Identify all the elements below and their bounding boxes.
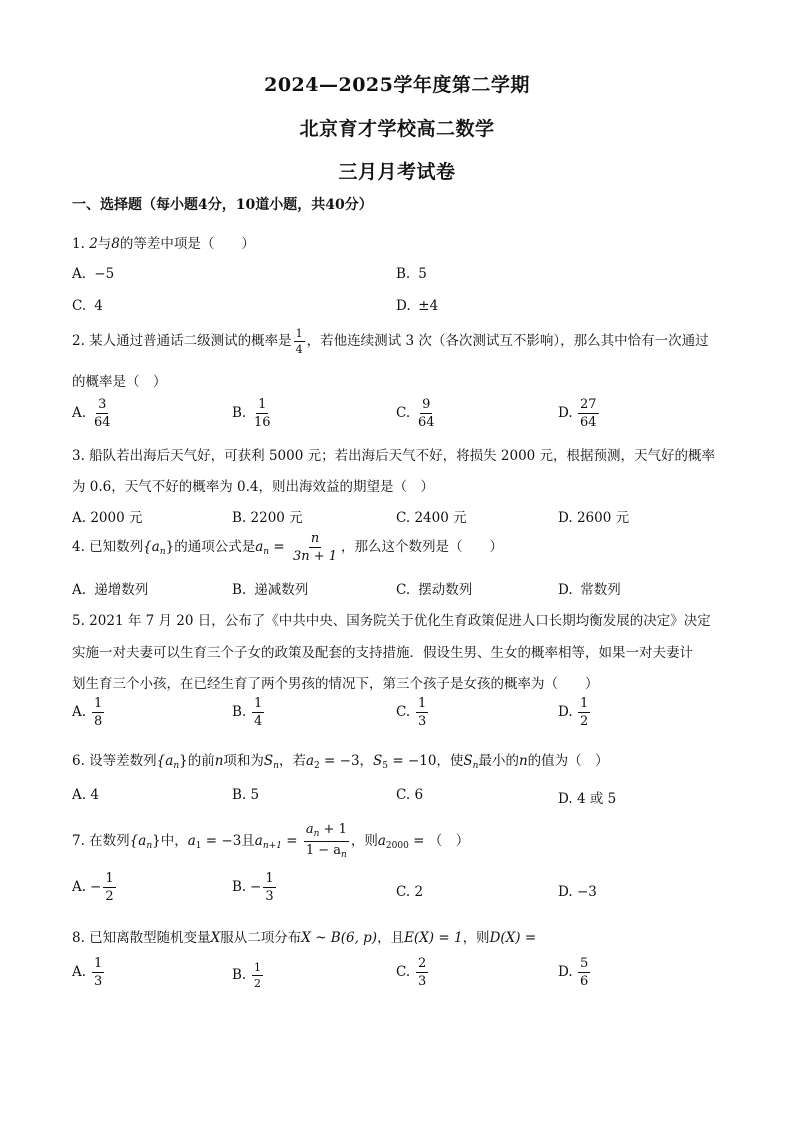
math-value: 2	[89, 236, 98, 252]
page-title-school: 北京育才学校高二数学	[299, 118, 495, 140]
question-2	[72, 328, 709, 355]
question-3-cont: 为 0.6，天气不好的概率为 0.4，则出海效益的期望是（ ）	[72, 479, 435, 495]
question-5-cont2: 划生育三个小孩，在已经生育了两个男孩的情况下，第三个孩子是女孩的概率为（ ）	[72, 676, 599, 692]
option-b: B. 2200 元	[232, 510, 303, 526]
option-c: C. 2	[396, 884, 424, 900]
question-1	[72, 232, 255, 252]
option-b: B. $\frac{1}{16}$	[232, 397, 271, 430]
option-c: C. 2400 元	[396, 510, 467, 526]
option-a: A. $\frac{3}{64}$	[72, 397, 111, 430]
fraction: $\frac{1}{4}$	[295, 327, 303, 356]
fraction: $\frac{1}{2}$	[105, 871, 114, 904]
fraction: $\frac{1}{2}$	[580, 696, 589, 729]
question-text: ，那么这个数列是（ ）	[341, 539, 504, 555]
option-d: D. ±4	[396, 298, 439, 314]
question-text: 与	[97, 236, 112, 252]
fraction: $\frac{1}{3}$	[265, 871, 274, 904]
option-d: D. −3	[558, 884, 597, 900]
option-a: A. 4	[72, 787, 99, 803]
option-a: A. 递增数列	[72, 582, 149, 598]
option-b: B. 5	[396, 266, 427, 282]
option-b: B. $\frac{1}{4}$	[232, 696, 263, 729]
option-c: C. $\frac{1}{3}$	[396, 696, 427, 729]
question-number: 1.	[72, 236, 85, 252]
question-8: 8. 已知离散型随机变量X服从二项分布X ~ B(6, p)，且E(X) = 1，则D(X) =	[72, 930, 537, 946]
fraction: $\frac{1}{8}$	[94, 696, 103, 729]
option-a: A. − $\frac{1}{2}$	[72, 871, 114, 904]
option-b: B. $\frac{1}{2}$	[232, 961, 261, 990]
option-d: D. 常数列	[558, 582, 621, 598]
question-5-cont: 实施一对夫妻可以生育三个子女的政策及配套的支持措施．假设生男、生女的概率相等，如果一对夫妻计	[72, 645, 693, 661]
fraction: $\frac{2}{3}$	[418, 956, 427, 989]
option-a: A. $\frac{1}{8}$	[72, 696, 103, 729]
section-heading-choice: 一、选择题（每小题4分，10道小题，共40分）	[72, 197, 373, 213]
option-c: C. $\frac{9}{64}$	[396, 397, 435, 430]
question-5: 5. 2021 年 7 月 20 日，公布了《中共中央、国务院关于优化生育政策促进人口长期均衡发展的决定》决定	[72, 613, 711, 629]
fraction: $\frac{1}{4}$	[254, 696, 263, 729]
question-4: 4. 已知数列$\{a_n\}$的通项公式是$a_n$ = $\frac{n}{3n + 1}$ ，那么这个数列是（ ）	[72, 531, 504, 564]
option-a: A. $\frac{1}{3}$	[72, 956, 103, 989]
option-c: C. $\frac{2}{3}$	[396, 956, 427, 989]
question-2-cont: 的概率是（ ）	[72, 374, 167, 390]
option-b: B. − $\frac{1}{3}$	[232, 871, 274, 904]
fraction: $\frac{27}{64}$	[580, 397, 597, 430]
fraction: $\frac{5}{6}$	[580, 956, 589, 989]
option-d: D. $\frac{1}{2}$	[558, 696, 589, 729]
question-text: 的通项公式是	[174, 539, 256, 555]
fraction: $\frac{1}{16}$	[254, 397, 271, 430]
option-d: D. $\frac{27}{64}$	[558, 397, 597, 430]
option-b: B. 5	[232, 787, 260, 803]
fraction: $\frac{1}{2}$	[254, 961, 261, 990]
page-title-exam: 三月月考试卷	[338, 161, 456, 183]
fraction: $\frac{n}{3n + 1}$	[292, 531, 338, 564]
option-a: A. −5	[72, 266, 115, 282]
option-c: C. 6	[396, 787, 424, 803]
fraction: $\frac{9}{64}$	[418, 397, 435, 430]
question-text: 4. 已知数列	[72, 539, 144, 555]
question-3: 3. 船队若出海后天气好，可获利 5000 元；若出海后天气不好，将损失 2000 元，根据预测，天气好的概率	[72, 448, 716, 464]
question-text: 2. 某人通过普通话二级测试的概率是	[72, 333, 292, 349]
fraction: $\frac{1}{3}$	[94, 956, 103, 989]
option-d: D. 4 或 5	[558, 791, 617, 807]
option-c: C. 摆动数列	[396, 582, 473, 598]
option-c: C. 4	[72, 298, 103, 314]
question-6: 6. 设等差数列$\{a_n\}$的前n项和为$S_n$，若$a_2 = -3$，$S_5 = -10$，使$S_n$最小的n的值为（ ）	[72, 753, 609, 771]
option-d: D. $\frac{5}{6}$	[558, 956, 589, 989]
option-b: B. 递减数列	[232, 582, 309, 598]
fraction: $\frac{3}{64}$	[94, 397, 111, 430]
option-a: A. 2000 元	[72, 510, 143, 526]
question-7: 7. 在数列$\{a_n\}$中，$a_1 = -3$且$a_{n+1}$ = $\frac{a_n + 1}{1 - a_n}$ ，则$a_{2000}$ = （ ）	[72, 822, 470, 860]
page-title-year: 2024—2025学年度第二学期	[264, 74, 530, 96]
option-d: D. 2600 元	[558, 510, 630, 526]
question-text: ，若他连续测试 3 次（各次测试互不影响），那么其中恰有一次通过	[306, 333, 709, 349]
fraction: $\frac{a_n + 1}{1 - a_n}$	[305, 822, 347, 860]
math-value: 8	[111, 236, 120, 252]
question-text: 的等差中项是（ ）	[119, 236, 255, 252]
fraction: $\frac{1}{3}$	[418, 696, 427, 729]
